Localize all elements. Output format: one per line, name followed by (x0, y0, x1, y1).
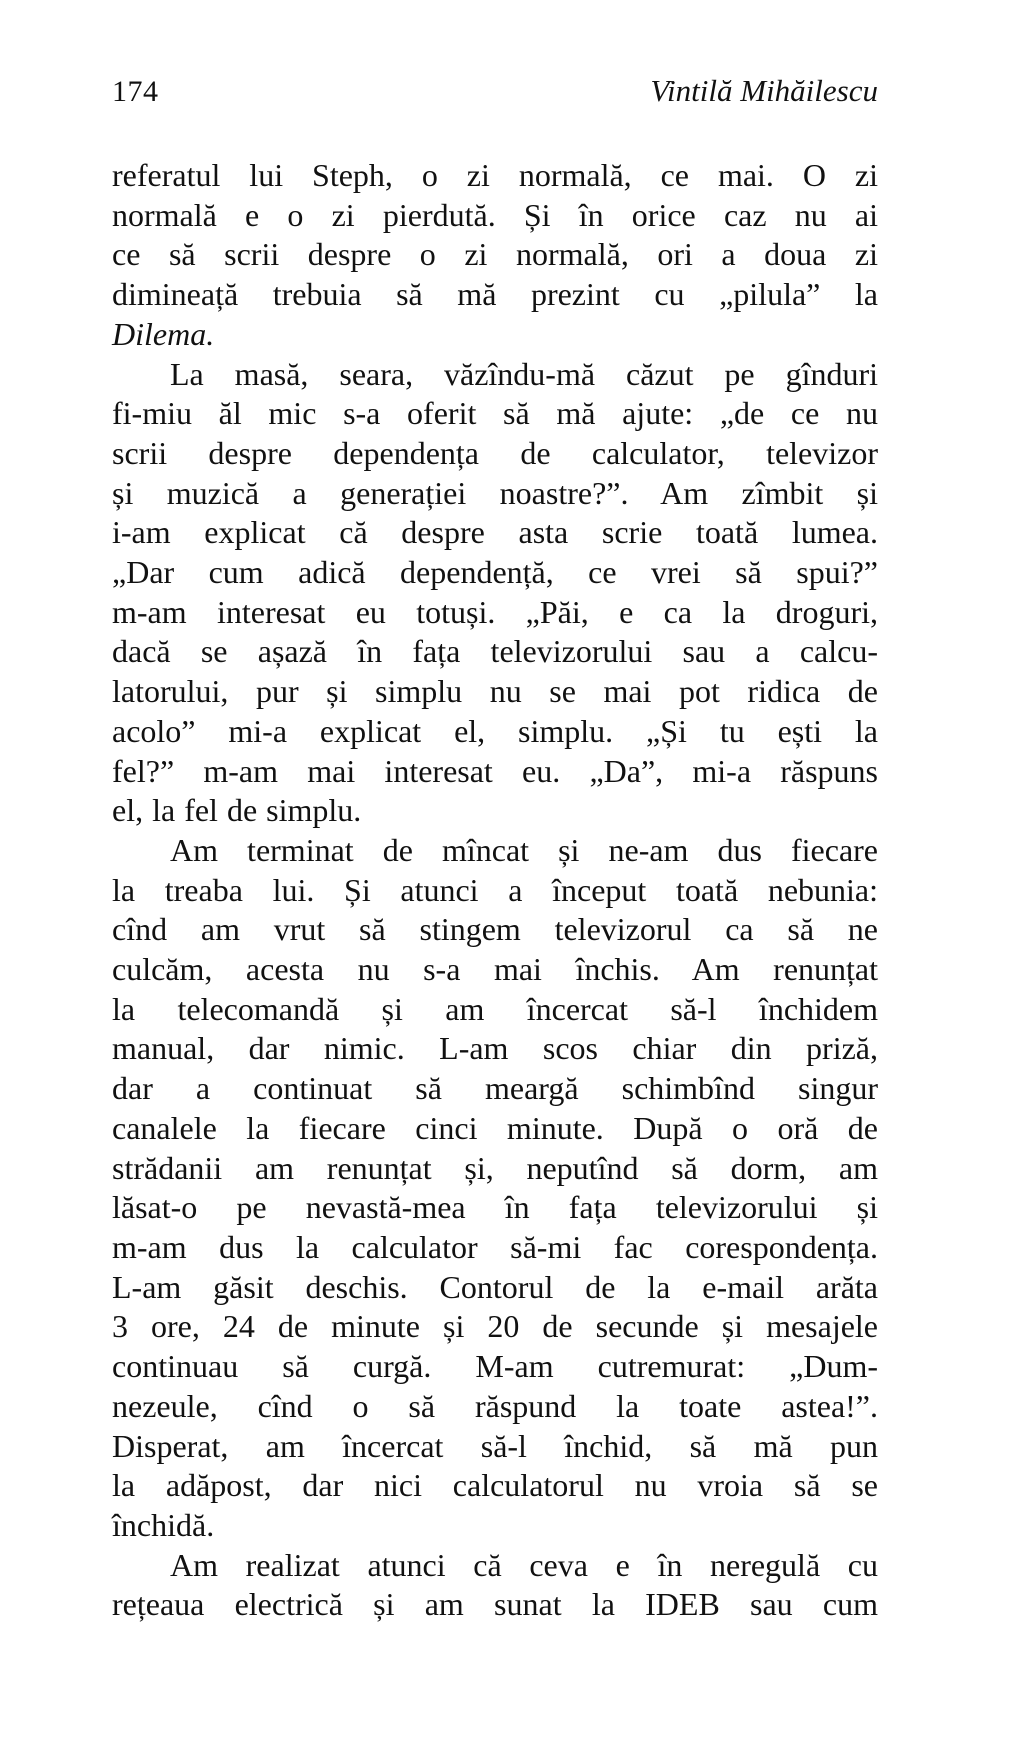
paragraph (112, 1546, 878, 1625)
text-line: strădanii am renunțat și, neputînd să dorm, am (112, 1149, 878, 1186)
text-line: scrii despre dependența de calculator, televizor (112, 434, 878, 471)
text-line: la telecomandă și am încercat să-l închidem (112, 990, 878, 1027)
text-line: normală e o zi pierdută. Și în orice caz nu ai (112, 196, 878, 233)
text-line: ce să scrii despre o zi normală, ori a doua zi (112, 236, 878, 273)
text-line: Am realizat atunci că ceva e în neregulă cu (170, 1546, 878, 1583)
text-line: „Dar cum adică dependență, ce vrei să spui?” (112, 554, 878, 591)
paragraph (112, 355, 878, 831)
text-line: cînd am vrut să stingem televizorul ca să ne (112, 911, 878, 948)
text-line: m-am dus la calculator să-mi fac corespondența. (112, 1228, 878, 1265)
text-line: acolo” mi-a explicat el, simplu. „Și tu ești la (112, 712, 878, 749)
text-line: fi-miu ăl mic s-a oferit să mă ajute: „de ce nu (112, 395, 878, 432)
text-line: rețeaua electrică și am sunat la IDEB sau cum (112, 1586, 878, 1623)
text-line: și muzică a generației noastre?”. Am zîmbit și (112, 474, 878, 511)
page-number: 174 (112, 75, 159, 108)
text-line: el, la fel de simplu. (112, 792, 362, 829)
text-line: canalele la fiecare cinci minute. După o oră de (112, 1109, 878, 1146)
text-line: la adăpost, dar nici calculatorul nu vroia să se (112, 1467, 878, 1504)
text-line: Disperat, am încercat să-l închid, să mă pun (112, 1427, 878, 1464)
text-line: Dilema. (112, 315, 215, 352)
text-line: dar a continuat să meargă schimbînd singur (112, 1070, 878, 1107)
text-line: fel?” m-am mai interesat eu. „Da”, mi-a răspuns (112, 752, 878, 789)
paragraph (112, 156, 878, 355)
text-line: 3 ore, 24 de minute și 20 de secunde și mesajele (112, 1308, 878, 1345)
running-head: Vintilă Mihăilescu (650, 73, 878, 108)
text-line: la treaba lui. Și atunci a început toată nebunia: (112, 871, 878, 908)
text-line: Am terminat de mîncat și ne-am dus fiecare (170, 831, 878, 868)
page-header (112, 74, 878, 109)
text-line: nezeule, cînd o să răspund la toate astea!”. (112, 1387, 878, 1424)
text-line: m-am interesat eu totuși. „Păi, e ca la droguri, (112, 593, 878, 630)
text-line: latorului, pur și simplu nu se mai pot ridica de (112, 673, 878, 710)
text-line: lăsat-o pe nevastă-mea în fața televizorului și (112, 1189, 878, 1226)
text-line: referatul lui Steph, o zi normală, ce mai. O zi (112, 157, 878, 193)
text-line: continuau să curgă. M-am cutremurat: „Dum- (112, 1348, 878, 1385)
text-line: L-am găsit deschis. Contorul de la e-mail arăta (112, 1268, 878, 1305)
text-line: La masă, seara, văzîndu-mă căzut pe gînduri (170, 355, 878, 392)
text-line: manual, dar nimic. L-am scos chiar din priză, (112, 1030, 878, 1067)
text-line: închidă. (112, 1506, 215, 1543)
text-line: i-am explicat că despre asta scrie toată lumea. (112, 514, 878, 551)
text-line: dimineață trebuia să mă prezint cu „pilula” la (112, 276, 878, 313)
text-line: culcăm, acesta nu s-a mai închis. Am renunțat (112, 951, 878, 988)
text-line: dacă se așază în fața televizorului sau a calcu- (112, 633, 878, 670)
page-body (112, 156, 878, 1625)
paragraph (112, 831, 878, 1546)
